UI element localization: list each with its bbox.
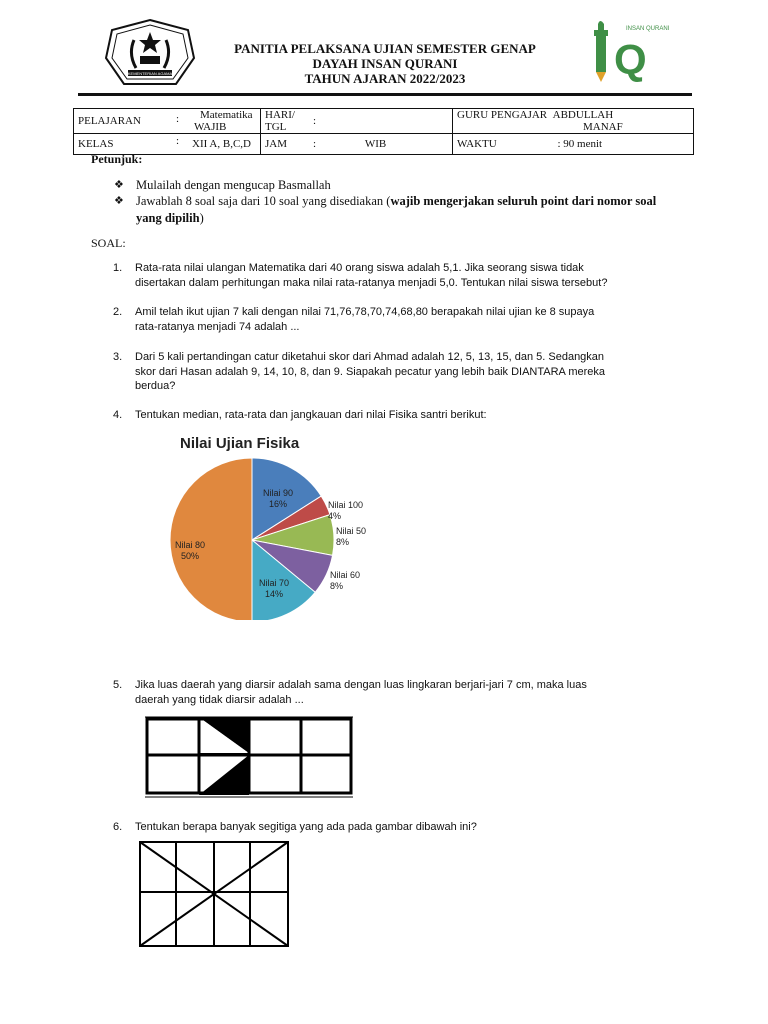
chart-title: Nilai Ujian Fisika bbox=[180, 435, 300, 452]
waktu-cell: WAKTU : 90 menit bbox=[453, 134, 694, 155]
petunjuk-heading: Petunjuk: bbox=[91, 152, 143, 166]
logo-caption: INSAN QURANI bbox=[626, 26, 670, 32]
pelajaran-label: PELAJARAN bbox=[74, 109, 183, 134]
header-divider bbox=[78, 93, 692, 96]
guru-label: GURU PENGAJAR bbox=[457, 109, 548, 121]
shaded-grid-figure bbox=[143, 715, 355, 799]
pie-label-nilai-90: Nilai 90 16% bbox=[262, 488, 294, 509]
pie-chart bbox=[160, 430, 390, 620]
logo-q-letter: Q bbox=[614, 36, 647, 83]
jam-value: : WIB bbox=[309, 134, 453, 155]
hari-value: : bbox=[309, 109, 453, 134]
kelas-value: : XII A, B,C,D bbox=[182, 134, 261, 155]
soal-heading: SOAL: bbox=[91, 236, 126, 250]
info-table bbox=[73, 108, 694, 155]
instruction-1: ❖ Mulailah dengan mengucap Basmallah bbox=[114, 178, 331, 192]
pelajaran-value-line-1: Matematika bbox=[200, 109, 253, 121]
guru-cell bbox=[453, 109, 694, 134]
waktu-value: 90 menit bbox=[563, 138, 603, 150]
waktu-label: WAKTU bbox=[457, 138, 497, 150]
pelajaran-value-line-2: WAJIB bbox=[194, 121, 227, 133]
hari-label: HARI/ TGL bbox=[261, 109, 310, 134]
guru-value-2: MANAF bbox=[583, 121, 623, 133]
kelas-label: KELAS bbox=[74, 134, 183, 155]
info-row-2 bbox=[74, 134, 694, 155]
diamond-bullet-icon: ❖ bbox=[114, 179, 124, 191]
pie-label-nilai-80: Nilai 80 50% bbox=[174, 540, 206, 561]
triangle-figure bbox=[136, 838, 292, 950]
ministry-logo-text: KEMENTERIAN AGAMA bbox=[127, 71, 173, 76]
pelajaran-value: : Matematika WAJIB bbox=[182, 109, 261, 134]
pie-slice-nilai-80 bbox=[170, 458, 252, 620]
instruction-2: ❖ Jawablah 8 soal saja dari 10 soal yang disediakan (wajib mengerjakan seluruh point dari nomor soal yang dipilih) bbox=[114, 194, 657, 225]
header-line-2: DAYAH INSAN QURANI bbox=[312, 56, 458, 71]
header-title bbox=[200, 41, 570, 86]
pie-label-nilai-70: Nilai 70 14% bbox=[258, 578, 290, 599]
pie-label-nilai-60: Nilai 60 8% bbox=[330, 570, 361, 591]
header-line-1: PANITIA PELAKSANA UJIAN SEMESTER GENAP bbox=[234, 41, 536, 56]
diamond-bullet-icon: ❖ bbox=[114, 195, 124, 207]
header-line-3: TAHUN AJARAN 2022/2023 bbox=[304, 71, 466, 86]
insan-qurani-logo bbox=[584, 16, 674, 86]
pie-label-nilai-50: Nilai 50 8% bbox=[336, 526, 367, 547]
info-row-1 bbox=[74, 109, 694, 134]
ministry-logo bbox=[104, 18, 196, 90]
pie-label-nilai-100: Nilai 100 4% bbox=[328, 500, 364, 521]
jam-label: JAM bbox=[261, 134, 310, 155]
guru-value-1: ABDULLAH bbox=[552, 109, 614, 121]
